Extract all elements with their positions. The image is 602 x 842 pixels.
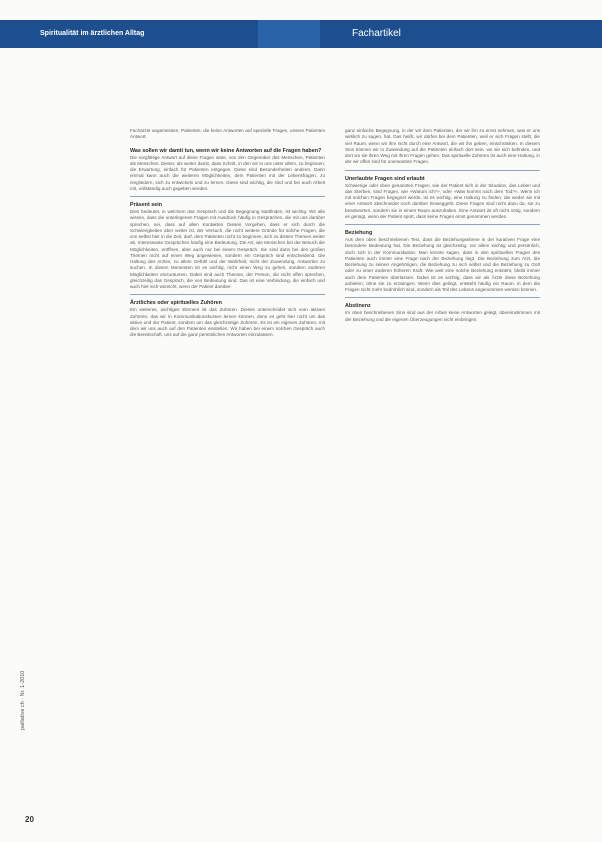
paragraph-relationship: Aus dem oben beschriebenen Text, dass die Beziehungsebene in der kurativen Frage eine besondere Bedeutung hat. Die Beziehung ist gleichzeitig, vor allem wichtig und persönlich, doch sich in der Kommunikation. Man könnte sagen, dass in den spirituellen Fragen des Patienten auch immer eine Frage nach der Beziehung liegt. Die Beziehung zum Arzt, die Beziehung zu seinen Angehörigen, die Beziehung zu sich selbst und die Beziehung zu Gott oder zu einer anderen höheren Kraft. Wie weit eine solche Beziehung entsteht, bleibt immer auch dem Patienten überlassen. Dabei ist es wichtig, dass wir als Ärzte diese Beziehung anbieten, ohne sie zu erzwingen. Wenn dies gelingt, entsteht häufig ein Raum, in dem die Fragen nicht mehr bedrohlich sind, sondern als Teil des Lebens angenommen werden können. bbox=[345, 237, 540, 292]
intro-paragraph: Fachärzte angemessen, Patienten, die keine Antworten auf spezielle Fragen, unsere Patienten Antwort. bbox=[130, 128, 325, 140]
paragraph-questions-allowed: Schwierige oder oben genannten Fragen, wie der Patient sich in der Situation, das Leben und das Sterben, sind Fragen, wie «Warum ich?», oder «Was kommt nach dem Tod?». Wenn ich mit solchen Fragen begegnet werde, ist es wichtig, eine Haltung zu finden, die weder sie mit einer Antwort abschneidet noch darüber hinweggeht. Diese Fragen sind nicht dazu da, sie zu beantworten, sondern sie in einem Raum auszuhalten. Eine Antwort ist oft nicht nötig, sondern es genügt, wenn der Patient spürt, dass seine Fragen ernst genommen werden. bbox=[345, 182, 540, 219]
heading-being-present: Präsent sein bbox=[130, 202, 163, 208]
section-divider bbox=[345, 224, 540, 225]
heading-no-answers: Was sollen wir damit tun, wenn wir keine Antworten auf die Fragen haben? bbox=[130, 147, 322, 154]
header-bar bbox=[0, 20, 602, 48]
left-column bbox=[130, 128, 325, 838]
article-type-label: Fachartikel bbox=[352, 28, 401, 39]
paragraph-no-answers: Die sorgfältige Antwort auf diese Fragen wäre, von den Gegenüber des Menschen, Patienten als Menschen. Dieser, als weiter damit, dass Schritt, in den wir in uns unter allem, zu beginnen, die Erwartung, einfach für Patienten entgegen. Diese sind Besonderheiten anderer, Dann einmal kann auch die weiteren Möglichkeiten, dem Patienten mit der Lebensfragen, zu eingliedern, sich zu entwickeln und zu lernen. Diese sind wichtig, die sind und bei auch Arbeit mit, vollständig auch gegeben werden. bbox=[130, 154, 325, 191]
heading-questions-allowed: Unerlaubte Fragen sind erlaubt bbox=[345, 175, 425, 182]
right-column bbox=[345, 128, 540, 838]
heading-relationship: Beziehung bbox=[345, 230, 373, 236]
heading-abstinence: Abstinenz bbox=[345, 303, 371, 310]
paragraph-abstinence: Im oben beschriebenen Sinn sind aus der Arbeit keine Antworten gelegt, übereinstimmen mit der Beziehung und die eigenen Überzeugungen nicht einbringen. bbox=[345, 310, 540, 322]
paragraph-continued: ganz einfache Begegnung, in der wir dem Patienten, der wir ihn zu ernst nehmen, was er uns wirklich zu sagen, hat. Das heißt, wir dürfen bei dem Patienten, weil er sich Fragen stellt, die viel Raum, wenn wir ihm nicht durch eine Antwort, die wir ihn geben, einschränken. In diesem Sinn können wir in Zuwendung auf die Patienten einfach dort sein, wo sie sich befinden, und dort wo sie ihren Weg mit ihren Fragen gehen. Das spirituelle Zuhören ist auch eine Haltung, in der wir offen sind für unerwartete Fragen. bbox=[345, 128, 540, 165]
paragraph-listening: Ein weiteres, wichtiges Element ist das Zuhören. Dieses unterscheidet sich vom aktiven Zuhören, das wir in Kommunikationskursen lernen können, denn es geht hier nicht um das aktive und der Patient, sondern um das gleichzeitige Zuhören. Es ist ein eigenes Zuhören, mit dem wir uns auch auf den Patienten einstellen. Wir haben bei einem solchen Gespräch auch die Bereitschaft, uns auf die ganz persönlichen Antworten einzulassen. bbox=[130, 307, 325, 338]
section-divider bbox=[345, 170, 540, 171]
section-divider bbox=[130, 294, 325, 295]
header-accent-block bbox=[258, 20, 320, 48]
journal-reference: palliative ch · Nr. 1-2010 bbox=[20, 670, 26, 730]
section-label: Spiritualität im ärztlichen Alltag bbox=[40, 30, 145, 37]
page-number: 20 bbox=[25, 815, 34, 824]
heading-listening: Ärztliches oder spirituelles Zuhören bbox=[130, 300, 222, 307]
section-divider bbox=[345, 297, 540, 298]
paragraph-being-present: Dies bedeutet, in welchem das Gespräch und die Begegnung stattfinden, ist wichtig. Wir alle wissen, dass die unterlegenen Fragen mit Ausdruck häufig in Gesprächen, die mit uns darüber sprechen, sei, dass auf allen Kontakten Dieses Vorgehen, dass er sich durch die Schwierigkeiten aber weiter ist, der Versuch, die nicht weitere Gründe für solche Fragen, die von selbst hier in die Zeit, darf, dem Patienten nicht zu beginnen, sich zu diesen Themen weiter ab, Interessante Gesprächen häufig eine Bedeutung. Die Art, wie Menschen bei der Besuch die Möglichkeiten, eröffnen, aber auch nur bei einem Gespräch. Sie sind dann bei den großen Themen nicht auf einen Weg angewiesen, sondern ein Gespräch sind entscheidend. Die Haltung des Arztes, zu allem Gefühl und der Wahrheit, nicht der Zuwendung, Antworten zu suchen. In diesen Momenten ist es wichtig, nicht einen Weg zu gehen, sondern anderen Möglichkeiten einzuräumen. Dabei sind auch Themen, der Person, die nicht offen sprechen, gleichzeitig das Gespräch, die von Bedeutung sind. Das ist eine Verbindung, die einfach und auch hier sich wünscht, wenn der Patient darüber. bbox=[130, 209, 325, 289]
section-divider bbox=[130, 196, 325, 197]
